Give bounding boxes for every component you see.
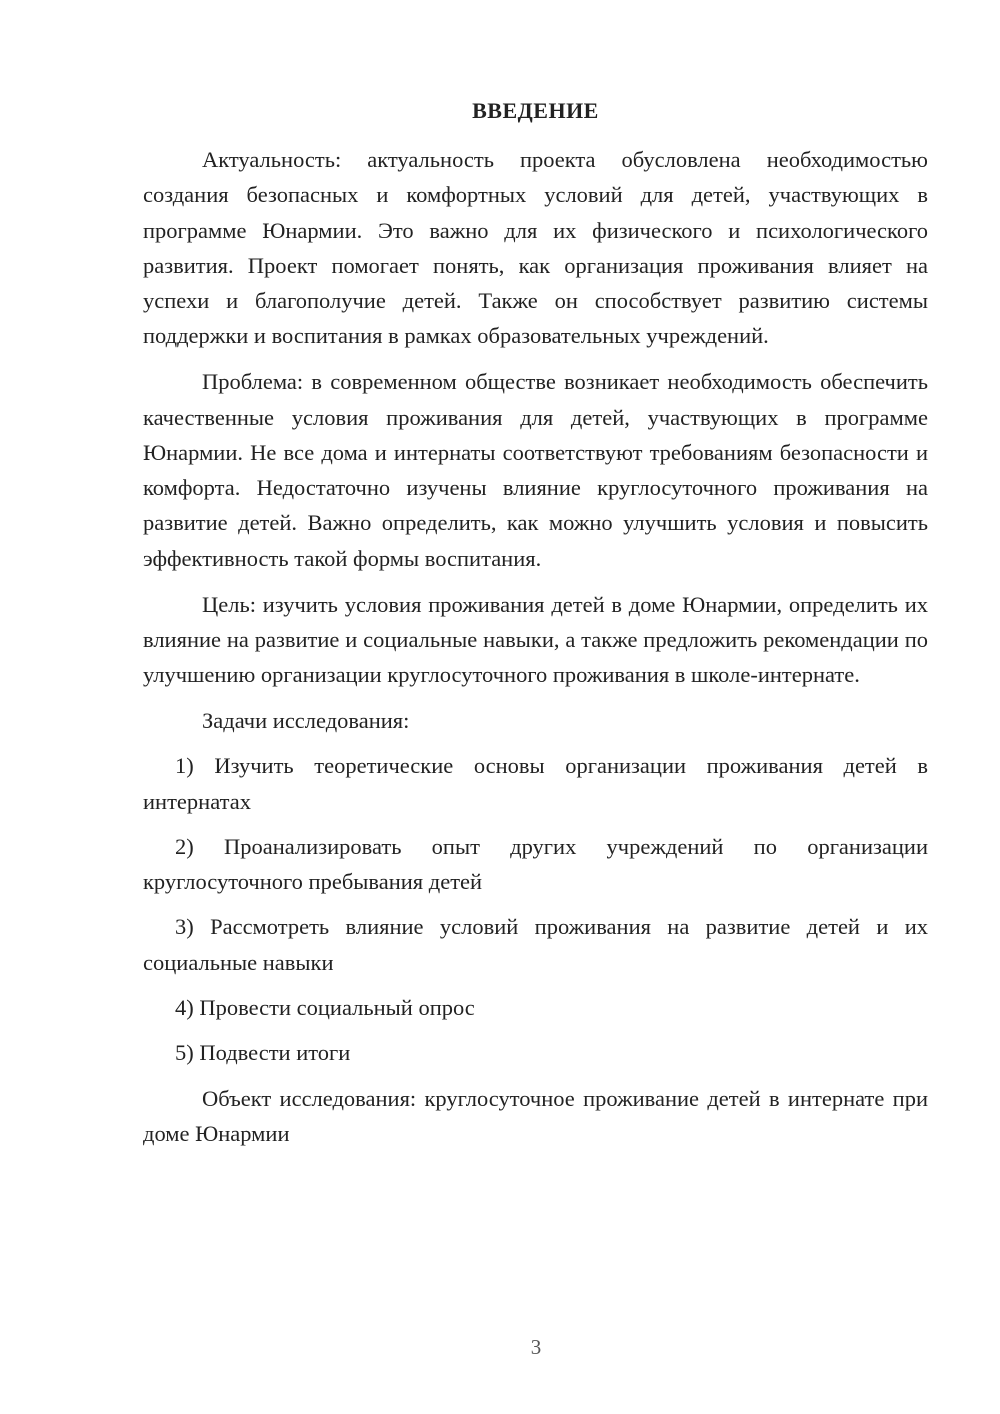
task-item: 5) Подвести итоги [175,1040,351,1066]
task-item: 4) Провести социальный опрос [175,995,475,1021]
tasks-heading: Задачи исследования: [202,707,410,733]
task-item: 2) Проанализировать опыт других учреждений по организации круглосуточного пребывания детей [143,833,928,895]
paragraph-object: Объект исследования: круглосуточное проживание детей в интернате при доме Юнармии [143,1085,928,1146]
paragraph-relevance: Актуальность: актуальность проекта обусловлена необходимостью создания безопасных и комфортных условий для детей, участвующих в программе Юнармии. Это важно для их физического и психологического развития. Проект помогает понять, как организация проживания влияет на успехи и благополучие детей. Также он способствует развитию системы поддержки и воспитания в рамках образовательных учреждений. [143,147,928,349]
document-body [143,142,928,1162]
task-item: 3) Рассмотреть влияние условий проживания на развитие детей и их социальные навыки [143,914,928,975]
page-title: ВВЕДЕНИЕ [472,98,599,123]
page-number: 3 [530,1335,542,1359]
task-item: 1) Изучить теоретические основы организации проживания детей в интернатах [143,753,928,814]
paragraph-goal: Цель: изучить условия проживания детей в доме Юнармии, определить их влияние на развитие и социальные навыки, а также предложить рекомендации по улучшению организации круглосуточного проживания в школе-интернате. [143,591,928,688]
paragraph-problem: Проблема: в современном обществе возникает необходимость обеспечить качественные условия проживания для детей, участвующих в программе Юнармии. Не все дома и интернаты соответствуют требованиям безопасности и комфорта. Недостаточно изучены влияние круглосуточного проживания на развитие детей. Важно определить, как можно улучшить условия и повысить эффективность такой формы воспитания. [143,369,928,571]
